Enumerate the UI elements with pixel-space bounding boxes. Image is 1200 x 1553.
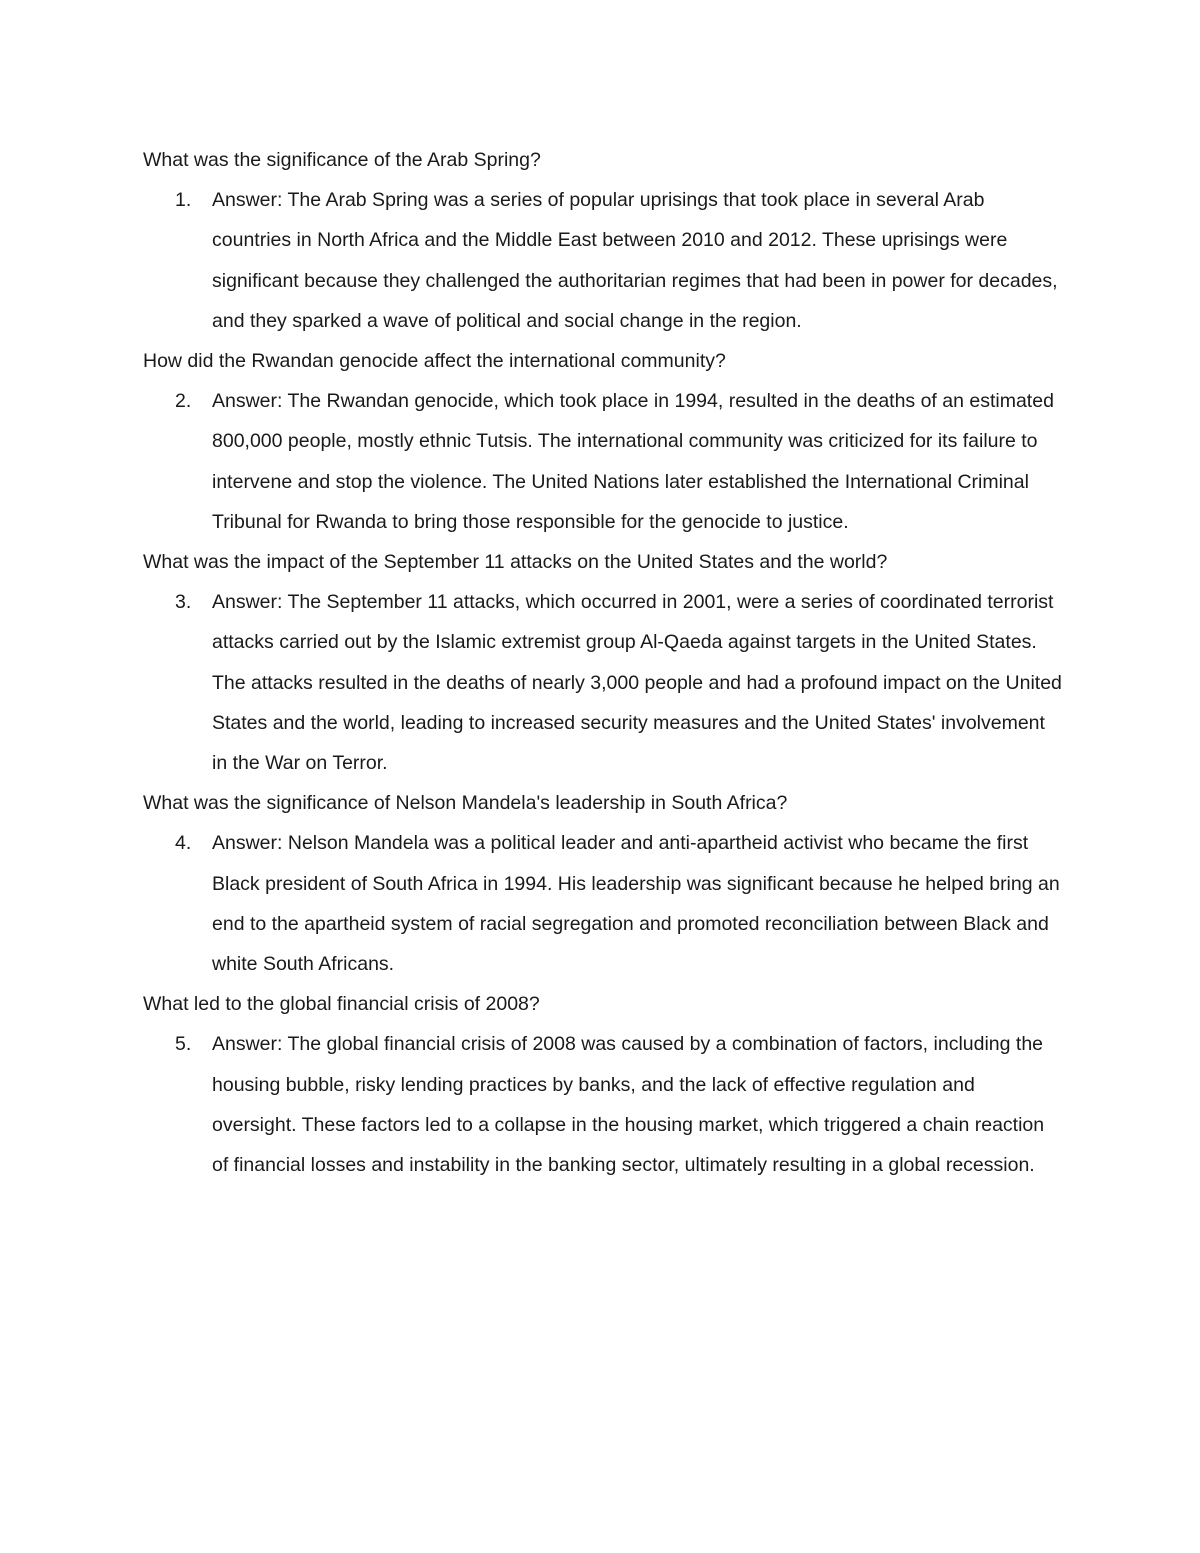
answer-text: Answer: Nelson Mandela was a political leader and anti-apartheid activist who became the first Black president of South Africa in 1994. His leadership was significant because he helped bring an end to the apartheid system of racial segregation and promoted reconciliation between Black and white South Africans. — [212, 832, 1060, 976]
question-text: What was the significance of the Arab Spring? — [143, 149, 541, 171]
list-number: 4. — [175, 832, 192, 855]
question-text: What was the impact of the September 11 attacks on the United States and the world? — [143, 551, 888, 574]
list-number: 2. — [175, 390, 192, 413]
question-text: How did the Rwandan genocide affect the international community? — [143, 350, 726, 373]
qa-item — [143, 341, 1063, 542]
qa-item — [143, 783, 1063, 984]
list-number: 1. — [175, 189, 192, 212]
answer-list-item — [143, 582, 1063, 783]
list-number: 3. — [175, 591, 192, 614]
answer-text: Answer: The Arab Spring was a series of popular uprisings that took place in several Arab countries in North Africa and the Middle East between 2010 and 2012. These uprisings were significant because they challenged the authoritarian regimes that had been in power for decades, and they sparked a wave of political and social change in the region. — [212, 189, 1058, 332]
answer-list-item — [143, 180, 1063, 341]
qa-item — [143, 542, 1063, 783]
list-number: 5. — [175, 1033, 192, 1056]
qa-item — [143, 984, 1063, 1185]
question-text: What led to the global financial crisis of 2008? — [143, 993, 540, 1016]
answer-list-item — [143, 823, 1063, 984]
answer-text: Answer: The global financial crisis of 2008 was caused by a combination of factors, including the housing bubble, risky lending practices by banks, and the lack of effective regulation and oversight. These factors led to a collapse in the housing market, which triggered a chain reaction of financial losses and instability in the banking sector, ultimately resulting in a global recession. — [212, 1033, 1045, 1177]
answer-list-item — [143, 381, 1063, 542]
document-body — [143, 140, 1063, 1185]
answer-list-item — [143, 1024, 1063, 1185]
question-text: What was the significance of Nelson Mandela's leadership in South Africa? — [143, 792, 788, 815]
answer-text: Answer: The Rwandan genocide, which took place in 1994, resulted in the deaths of an estimated 800,000 people, mostly ethnic Tutsis. The international community was criticized for its failure to intervene and stop the violence. The United Nations later established the International Criminal Tribunal for Rwanda to bring those responsible for the genocide to justice. — [212, 390, 1054, 533]
answer-text: Answer: The September 11 attacks, which occurred in 2001, were a series of coordinated terrorist attacks carried out by the Islamic extremist group Al-Qaeda against targets in the United States. The attacks resulted in the deaths of nearly 3,000 people and had a profound impact on the United States and the world, leading to increased security measures and the United States' involvement in the War on Terror. — [212, 591, 1062, 775]
qa-item — [143, 140, 1063, 341]
